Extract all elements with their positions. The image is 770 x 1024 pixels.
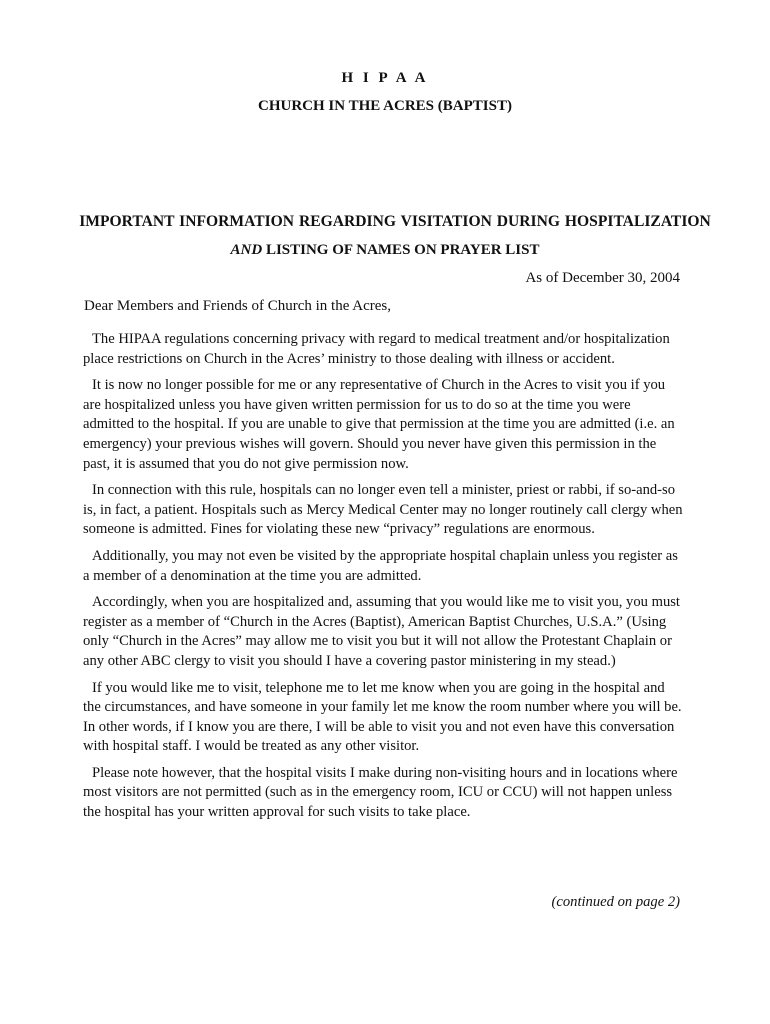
paragraph: The HIPAA regulations concerning privacy with regard to medical treatment and/or hospitalization place restrictions on Church in the Acres’ ministry to those dealing with illness or accident.: [83, 331, 670, 367]
letter-body: [83, 330, 683, 830]
document-date: As of December 30, 2004: [525, 270, 680, 286]
heading-line2-text: LISTING OF NAMES ON PRAYER LIST: [262, 242, 540, 258]
paragraph: It is now no longer possible for me or any representative of Church in the Acres to visit you if you are hospitalized unless you have given written permission for us to do so at the time you were admitted to the hospital. If you are unable to give that permission at the time you are admitted (i.e. an emergency) your previous wishes will govern. Should you never have given this permission in the past, it is assumed that you do not give permission now.: [83, 377, 675, 472]
salutation: Dear Members and Friends of Church in the Acres,: [84, 298, 392, 314]
paragraph: Accordingly, when you are hospitalized and, assuming that you would like me to visit you, you must register as a member of “Church in the Acres (Baptist), American Baptist Churches, U.S.A.” (Using only “Church in the Acres” may allow me to visit you but it will not allow the Protestant Chaplain or any other ABC clergy to visit you should I have a covering pastor ministering in my stead.): [83, 594, 680, 669]
section-heading-line1: IMPORTANT INFORMATION REGARDING VISITATION DURING HOSPITALIZATION: [79, 213, 711, 230]
paragraph: In connection with this rule, hospitals can no longer even tell a minister, priest or rabbi, if so-and-so is, in fact, a patient. Hospitals such as Mercy Medical Center may no longer routinely call clergy when someone is admitted. Fines for violating these new “privacy” regulations are enormous.: [83, 482, 683, 538]
section-heading-line2: [0, 242, 770, 259]
continued-note: (continued on page 2): [551, 894, 680, 910]
church-name: CHURCH IN THE ACRES (BAPTIST): [258, 98, 512, 114]
paragraph: Please note however, that the hospital visits I make during non-visiting hours and in locations where most visitors are not permitted (such as in the emergency room, ICU or CCU) will not happen unless the hospital has your written approval for such visits to take place.: [83, 764, 678, 821]
document-title: H I P A A: [341, 70, 429, 86]
paragraph: If you would like me to visit, telephone me to let me know when you are going in the hospital and the circumstances, and have someone in your family let me know the room number where you will be. In other words, if I know you are there, I will be able to visit you and not even have this conversation with hospital staff. I would be treated as any other visitor.: [83, 679, 682, 755]
heading-and-word: AND: [230, 242, 263, 258]
paragraph: Additionally, you may not even be visited by the appropriate hospital chaplain unless you register as a member of a denomination at the time you are admitted.: [83, 547, 678, 584]
